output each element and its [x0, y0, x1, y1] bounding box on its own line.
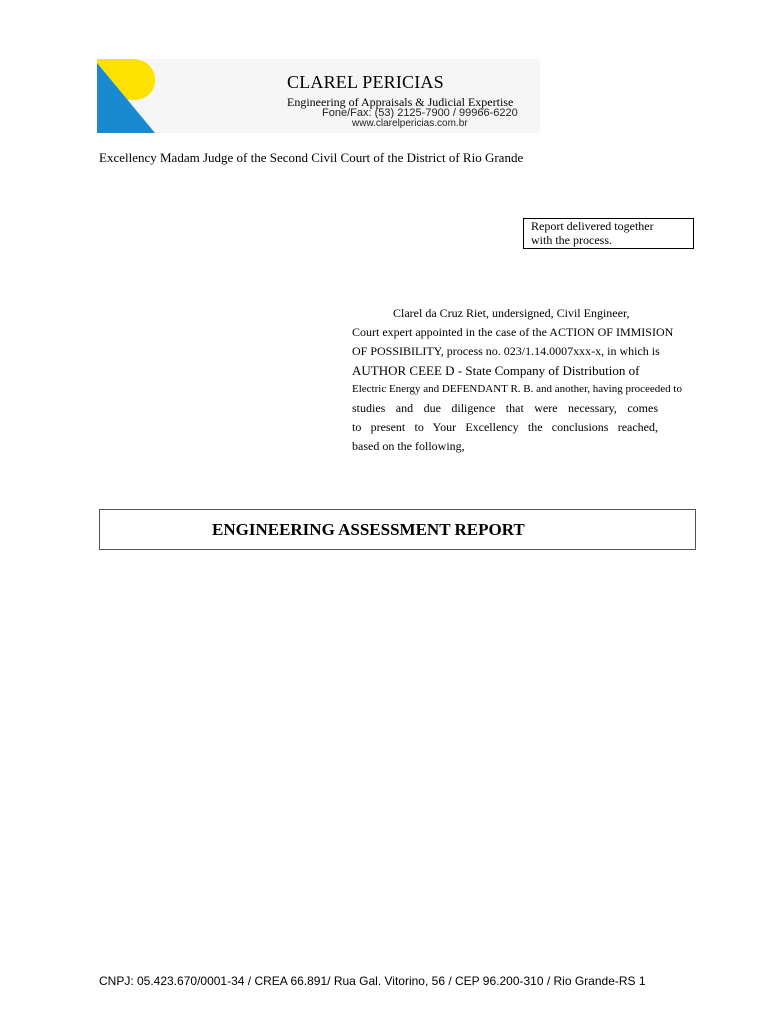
intro-line: studies and due diligence that were necessary, comes — [352, 401, 658, 415]
company-website: www.clarelpericias.com.br — [352, 118, 468, 129]
intro-paragraph — [352, 304, 697, 456]
intro-line: based on the following, — [352, 439, 465, 453]
intro-line: Electric Energy and DEFENDANT R. B. and another, having proceeded to — [352, 383, 682, 395]
intro-line: OF POSSIBILITY, process no. 023/1.14.0007xxx-x, in which is — [352, 344, 660, 358]
addressee: Excellency Madam Judge of the Second Civil Court of the District of Rio Grande — [99, 150, 524, 165]
delivery-note-line: Report delivered together — [531, 219, 654, 233]
company-name: CLAREL PERICIAS — [287, 72, 444, 92]
company-phone: Fone/Fax: (53) 2125-7900 / 99966-6220 — [322, 107, 518, 119]
intro-line: Court expert appointed in the case of the ACTION OF IMMISION — [352, 325, 674, 339]
intro-line: AUTHOR CEEE D - State Company of Distribution of — [352, 363, 640, 378]
intro-line: Clarel da Cruz Riet, undersigned, Civil Engineer, — [393, 306, 630, 320]
delivery-note-box — [523, 218, 694, 249]
report-title-box — [99, 509, 696, 550]
delivery-note-line: with the process. — [531, 233, 612, 247]
company-logo — [97, 59, 157, 133]
company-tagline: Engineering of Appraisals & Judicial Expertise — [287, 95, 514, 109]
report-title: ENGINEERING ASSESSMENT REPORT — [212, 520, 525, 539]
page-footer: CNPJ: 05.423.670/0001-34 / CREA 66.891/ Rua Gal. Vitorino, 56 / CEP 96.200-310 / Rio Grande-RS 1 — [99, 974, 646, 988]
intro-line: to present to Your Excellency the conclusions reached, — [352, 420, 658, 434]
